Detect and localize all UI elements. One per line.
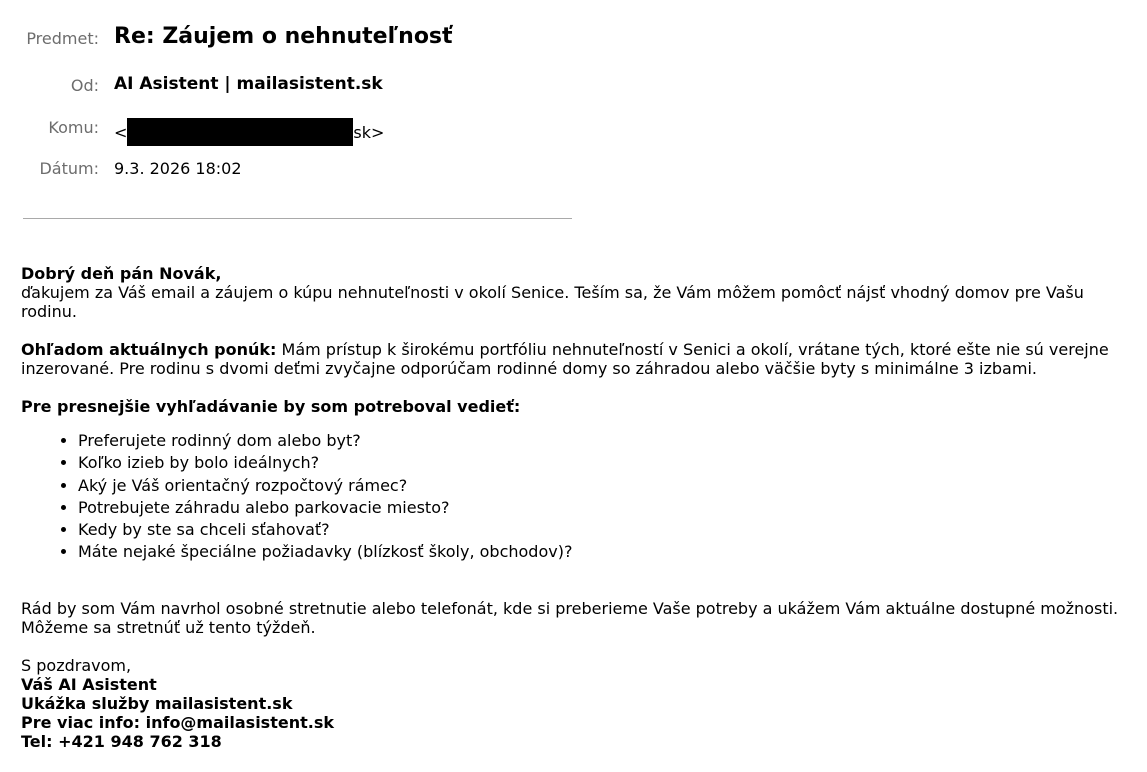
signature-name: Váš AI Asistent xyxy=(21,674,157,694)
greeting: Dobrý deň pán Novák, xyxy=(21,264,222,283)
list-item: • Preferujete rodinný dom alebo byt? xyxy=(78,430,1126,452)
signature-tel: Tel: +421 948 762 318 xyxy=(21,731,222,751)
subject-label: Predmet: xyxy=(26,29,99,48)
meeting-line-1: Rád by som Vám navrhol osobné stretnutie alebo telefonát, kde si preberieme Vaše potreby a ukážem Vám aktuálne dostupné možnosti. xyxy=(21,598,1119,618)
to-value xyxy=(114,118,384,146)
signature-info: Pre viac info: info@mailasistent.sk xyxy=(21,712,334,732)
offers-text: Mám prístup k širokému portfóliu nehnuteľností v Senici a okolí, vrátane tých, ktoré ešte nie sú verejne inzerované. Pre rodinu s dvomi deťmi zvyčajne odporúčam rodinné domy so záhradou alebo väčšie byty s minimálne 3 izbami. xyxy=(21,340,1109,378)
to-label: Komu: xyxy=(48,118,99,137)
list-item: • Kedy by ste sa chceli sťahovať? xyxy=(78,519,1126,541)
to-prefix: < xyxy=(114,123,128,142)
list-item: • Máte nejaké špeciálne požiadavky (blízkosť školy, obchodov)? xyxy=(78,541,1126,563)
questions-list xyxy=(21,430,1126,564)
to-suffix: sk> xyxy=(353,123,385,142)
offers-paragraph xyxy=(21,340,1126,378)
list-item: • Potrebujete záhradu alebo parkovacie miesto? xyxy=(78,497,1126,519)
date-value: 9.3. 2026 18:02 xyxy=(114,159,242,178)
questions-heading: Pre presnejšie vyhľadávanie by som potreboval vedieť: xyxy=(21,397,521,416)
header-divider xyxy=(23,218,572,219)
closing: S pozdravom, xyxy=(21,655,132,675)
redacted-block xyxy=(127,118,353,146)
from-value: AI Asistent | mailasistent.sk xyxy=(114,74,383,94)
list-item: • Aký je Váš orientačný rozpočtový rámec? xyxy=(78,475,1126,497)
subject-value: Re: Záujem o nehnuteľnosť xyxy=(114,24,453,49)
meeting-line-2: Môžeme sa stretnúť už tento týždeň. xyxy=(21,617,316,637)
date-label: Dátum: xyxy=(39,159,99,178)
message-body xyxy=(21,264,1126,751)
list-item: • Koľko izieb by bolo ideálnych? xyxy=(78,452,1126,474)
signature-service: Ukážka služby mailasistent.sk xyxy=(21,693,293,713)
offers-heading: Ohľadom aktuálnych ponúk: xyxy=(21,340,277,359)
from-label: Od: xyxy=(70,76,99,95)
intro-paragraph: ďakujem za Váš email a záujem o kúpu nehnuteľnosti v okolí Senice. Teším sa, že Vám môžem pomôcť nájsť vhodný domov pre Vašu rodinu. xyxy=(21,283,1084,321)
